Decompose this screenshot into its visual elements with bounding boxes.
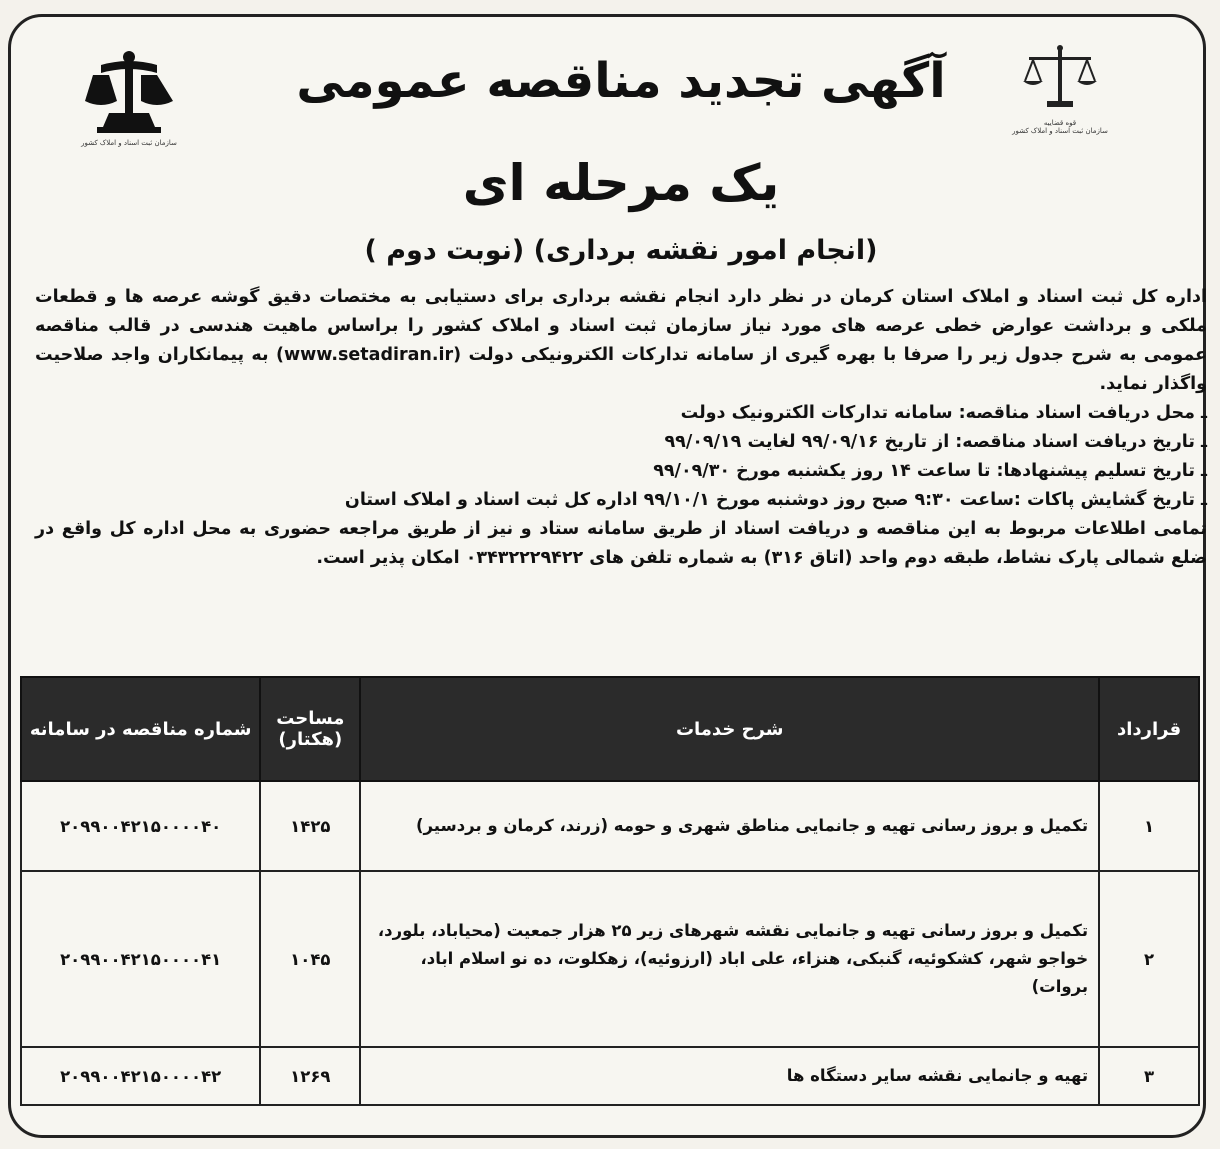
logo-right-caption-bottom: سازمان ثبت اسناد و املاک کشور [1012, 127, 1108, 135]
cell-description: تکمیل و بروز رسانی تهیه و جانمایی مناطق شهری و حومه (زرند، کرمان و بردسیر) [360, 781, 1099, 871]
cell-system-number: ۲۰۹۹۰۰۴۲۱۵۰۰۰۰۴۲ [21, 1047, 260, 1105]
table-row [21, 781, 1199, 871]
ad-subtitle: یک مرحله ای [462, 154, 780, 212]
cell-contract: ۳ [1099, 1047, 1199, 1105]
logo-right-caption-top: قوه قضاییه [1043, 119, 1077, 127]
info-item-submission-deadline: ـ تاریخ تسلیم پیشنهادها: تا ساعت ۱۴ روز یکشنبه مورخ ۹۹/۰۹/۳۰ [653, 461, 1207, 481]
cell-area: ۱۰۴۵ [260, 871, 360, 1047]
header-contract: قرارداد [1099, 677, 1199, 781]
closing-paragraph: تمامی اطلاعات مربوط به این مناقصه و دریافت اسناد از طریق سامانه ستاد و نیز از طریق مراجعه حضوری به محل اداره کل واقع در ضلع شمالی پارک نشاط، طبقه دوم واحد (اتاق ۳۱۶) به شماره تلفن های ۰۳۴۳۲۲۲۹۴۲۲ امکان پذیر است. [35, 519, 1207, 568]
header-system-number: شماره مناقصه در سامانه [21, 677, 260, 781]
scales-of-justice-icon [1015, 43, 1105, 115]
ad-title: آگهی تجدید مناقصه عمومی [296, 53, 946, 109]
tender-table [20, 676, 1200, 1106]
cell-area: ۱۴۲۵ [260, 781, 360, 871]
header-area: مساحت (هکتار) [260, 677, 360, 781]
logo-left [69, 43, 189, 155]
table-row [21, 1047, 1199, 1105]
ad-project-title: (انجام امور نقشه برداری) (نوبت دوم ) [364, 235, 878, 266]
cell-contract: ۱ [1099, 781, 1199, 871]
cell-contract: ۲ [1099, 871, 1199, 1047]
scales-emblem-icon [79, 43, 179, 135]
table-row [21, 871, 1199, 1047]
info-item-opening-date: ـ تاریخ گشایش پاکات :ساعت ۹:۳۰ صبح روز دوشنبه مورخ ۹۹/۱۰/۱ اداره کل ثبت اسناد و املاک استان [344, 490, 1207, 510]
header-description: شرح خدمات [360, 677, 1099, 781]
info-item-document-dates: ـ تاریخ دریافت اسناد مناقصه: از تاریخ ۹۹/۰۹/۱۶ لغایت ۹۹/۰۹/۱۹ [664, 432, 1207, 452]
info-item-document-location: ـ محل دریافت اسناد مناقصه: سامانه تدارکات الکترونیک دولت [680, 403, 1207, 423]
intro-paragraph: اداره کل ثبت اسناد و املاک استان کرمان در نظر دارد انجام نقشه برداری برای دستیابی به مختصات دقیق گوشه عرصه ها و قطعات ملکی و برداشت عوارض خطی عرصه های مورد نیاز سازمان ثبت اسناد و املاک کشور را براساس ماهیت هندسی در قالب مناقصه عمومی به شرح جدول زیر را صرفا با بهره گیری از سامانه تدارکات الکترونیکی دولت (www.setadiran.ir) به پیمانکاران واجد صلاحیت واگذار نماید. [35, 287, 1208, 394]
cell-system-number: ۲۰۹۹۰۰۴۲۱۵۰۰۰۰۴۰ [21, 781, 260, 871]
cell-description: تهیه و جانمایی نقشه سایر دستگاه ها [360, 1047, 1099, 1105]
logo-left-caption: سازمان ثبت اسناد و املاک کشور [81, 139, 177, 147]
logo-right [1005, 43, 1115, 148]
ad-body [35, 283, 1207, 573]
cell-description: تکمیل و بروز رسانی تهیه و جانمایی نقشه شهرهای زیر ۲۵ هزار جمعیت (محیاباد، بلورد، خواجو شهر، کشکوئیه، گنبکی، هنزاء، علی اباد (ارزوئیه)، زهکلوت، ده نو اسلام اباد، بروات) [360, 871, 1099, 1047]
cell-system-number: ۲۰۹۹۰۰۴۲۱۵۰۰۰۰۴۱ [21, 871, 260, 1047]
cell-area: ۱۲۶۹ [260, 1047, 360, 1105]
table-header-row [21, 677, 1199, 781]
